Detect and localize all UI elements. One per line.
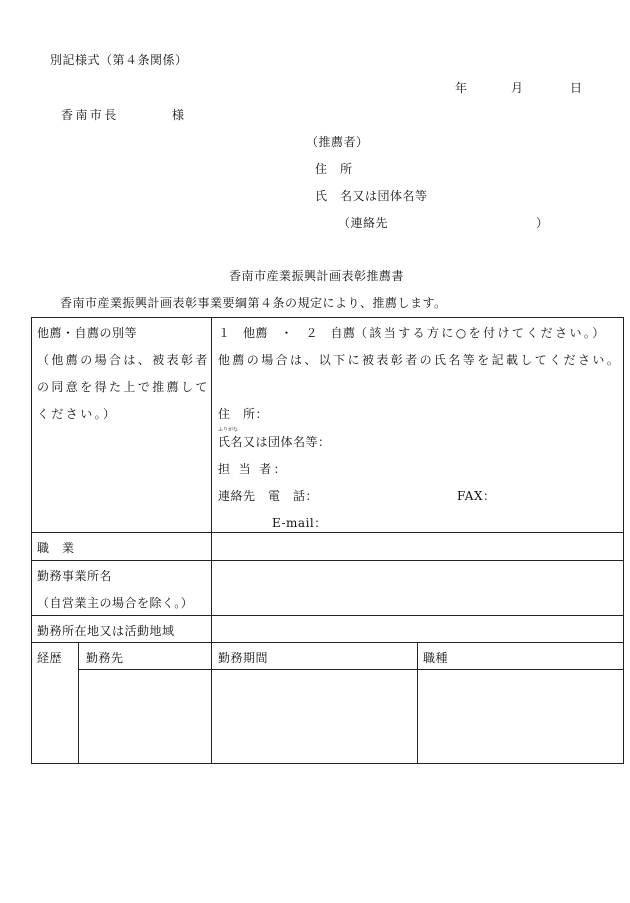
recommender-address-label: 住 所 bbox=[315, 162, 353, 176]
workplace-field[interactable] bbox=[213, 562, 622, 614]
location-field[interactable] bbox=[213, 617, 622, 641]
career-label-divider bbox=[78, 642, 79, 764]
addressee-honorific: 様 bbox=[172, 108, 185, 122]
occupation-label: 職 業 bbox=[37, 541, 75, 555]
nominee-name-ruby: ふりがな bbox=[218, 427, 239, 433]
nominee-email-label: E-mail： bbox=[272, 516, 327, 530]
label-column-divider bbox=[211, 317, 212, 764]
workplace-label: 勤務事業所名 bbox=[37, 569, 113, 583]
row-divider bbox=[31, 615, 624, 616]
date-month: 月 bbox=[511, 81, 524, 95]
career-column-period: 勤務期間 bbox=[218, 651, 269, 665]
type-note-line: ください。） bbox=[37, 407, 118, 421]
type-note-line: （他薦の場合は、被表彰者 bbox=[37, 353, 210, 367]
career-column-divider bbox=[417, 642, 418, 764]
intro-text: 香南市産業振興計画表彰事業要綱第４条の規定により、推薦します。 bbox=[60, 296, 447, 310]
career-job-type-field[interactable] bbox=[419, 671, 622, 762]
career-employer-field[interactable] bbox=[80, 671, 210, 762]
type-label: 他薦・自薦の別等 bbox=[37, 326, 138, 340]
date-day: 日 bbox=[570, 81, 583, 95]
table-border-left bbox=[31, 317, 32, 764]
form-reference: 別記様式（第４条関係） bbox=[50, 53, 188, 67]
document-title: 香南市産業振興計画表彰推薦書 bbox=[229, 269, 405, 283]
table-border-bottom bbox=[31, 763, 624, 764]
type-choice-note: （該当する方に○を付けてください。） bbox=[355, 326, 607, 340]
nominee-phone-label: 連絡先 電 話： bbox=[218, 489, 319, 503]
table-border-top bbox=[31, 317, 624, 318]
recommender-heading: （推薦者） bbox=[306, 135, 369, 149]
location-label: 勤務所在地又は活動地域 bbox=[37, 624, 175, 638]
nominee-fax-label: FAX： bbox=[457, 489, 496, 503]
date-year: 年 bbox=[455, 81, 468, 95]
career-label: 経歴 bbox=[37, 651, 63, 665]
nominee-person-label: 担 当 者： bbox=[218, 462, 289, 476]
nominee-address-label: 住 所： bbox=[218, 407, 269, 421]
row-divider bbox=[31, 532, 624, 533]
occupation-field[interactable] bbox=[213, 534, 622, 559]
type-choice[interactable]: １ 他薦 ・ ２ 自薦 bbox=[218, 326, 356, 340]
row-divider bbox=[31, 560, 624, 561]
workplace-note: （自営業主の場合を除く。） bbox=[37, 596, 194, 610]
table-border-right bbox=[623, 317, 624, 764]
other-recommend-note: 他薦の場合は、以下に被表彰者の氏名等を記載してください。 bbox=[218, 353, 622, 367]
career-column-employer: 勤務先 bbox=[86, 651, 124, 665]
addressee-name: 香南市長 bbox=[61, 108, 119, 122]
career-header-divider bbox=[78, 669, 624, 670]
recommender-contact-open: （連絡先 bbox=[338, 216, 389, 230]
type-note-line: の同意を得た上で推薦して bbox=[37, 380, 210, 394]
nominee-name-label: 氏名又は団体名等： bbox=[218, 435, 331, 449]
row-divider bbox=[31, 642, 624, 643]
recommender-contact-close: ） bbox=[536, 216, 549, 230]
career-column-job-type: 職種 bbox=[423, 651, 449, 665]
career-period-field[interactable] bbox=[213, 671, 416, 762]
recommender-name-label: 氏 名又は団体名等 bbox=[315, 189, 428, 203]
